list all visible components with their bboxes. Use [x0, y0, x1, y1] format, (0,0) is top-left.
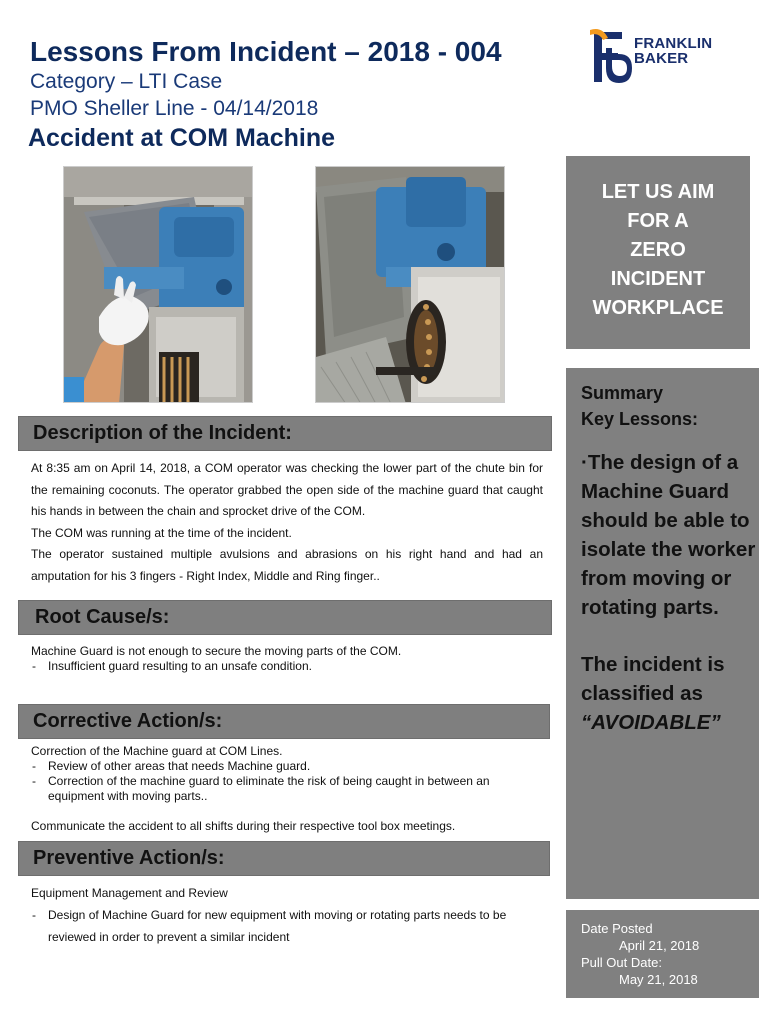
corrective-section-bar — [18, 704, 550, 739]
description-heading: Description of the Incident: — [33, 422, 292, 444]
classification-value: “AVOIDABLE” — [581, 711, 721, 734]
accident-headline: Accident at COM Machine — [28, 124, 335, 152]
slogan-line: FOR A — [627, 210, 689, 232]
corrective-item: - Review of other areas that needs Machine guard. — [31, 759, 543, 774]
preventive-lead: Equipment Management and Review — [31, 886, 228, 900]
root-cause-lead: Machine Guard is not enough to secure the moving parts of the COM. — [31, 644, 402, 658]
franklin-baker-logo — [588, 28, 748, 86]
corrective-closing: Communicate the accident to all shifts during their respective tool box meetings. — [31, 819, 456, 833]
root-cause-text — [31, 644, 543, 674]
classification-text: The incident is classified as — [581, 653, 725, 705]
logo-word-baker: BAKER — [634, 50, 689, 67]
logo-word-franklin: FRANKLIN — [634, 35, 713, 52]
preventive-item: - Design of Machine Guard for new equipment with moving or rotating parts needs to be reviewed in order to prevent a similar incident — [31, 904, 543, 948]
slogan-line: ZERO — [630, 239, 686, 261]
key-lesson-text: The design of a Machine Guard should be able to isolate the worker from moving or rotating parts. — [581, 451, 756, 619]
zero-incident-slogan-box — [566, 156, 750, 349]
corrective-text — [31, 744, 543, 834]
description-paragraph: The COM was running at the time of the incident. — [31, 525, 292, 540]
logo-wordmark — [634, 36, 712, 66]
slogan-line: WORKPLACE — [592, 297, 724, 319]
preventive-heading: Preventive Action/s: — [33, 847, 225, 869]
date-posted-value: April 21, 2018 — [619, 938, 700, 953]
location-date-line: PMO Sheller Line - 04/14/2018 — [30, 97, 319, 120]
description-paragraph: At 8:35 am on April 14, 2018, a COM operator was checking the lower part of the chute bin for the remaining coconuts. The operator grabbed the open side of the machine guard that caught his hands in between the chain and sprocket drive of the COM. — [31, 461, 543, 518]
pull-out-date-label: Pull Out Date: — [581, 955, 662, 970]
summary-heading — [581, 380, 759, 432]
summary-key-lessons-box — [566, 368, 759, 899]
key-lesson — [581, 448, 759, 622]
description-text — [31, 458, 543, 587]
date-posted-label: Date Posted — [581, 921, 653, 936]
photo-com-machine-chain-sprocket — [315, 166, 505, 403]
pull-out-date-value: May 21, 2018 — [619, 972, 698, 987]
category-line: Category – LTI Case — [30, 70, 223, 93]
photo-com-machine-hand-on-guard — [63, 166, 253, 403]
summary-heading-line: Key Lessons: — [581, 409, 699, 429]
fb-logo-mark-icon — [588, 28, 632, 86]
root-cause-section-bar — [18, 600, 552, 635]
root-cause-heading: Root Cause/s: — [35, 606, 170, 628]
preventive-text — [31, 882, 543, 948]
corrective-item: - Correction of the machine guard to eliminate the risk of being caught in between an equipment with moving parts.. — [31, 774, 543, 804]
dates-box — [566, 910, 759, 998]
corrective-heading: Corrective Action/s: — [33, 710, 223, 732]
description-section-bar — [18, 416, 552, 451]
summary-heading-line: Summary — [581, 383, 664, 403]
root-cause-item: - Insufficient guard resulting to an unsafe condition. — [31, 659, 543, 674]
bullet-icon: · — [581, 451, 588, 474]
classification — [581, 650, 759, 737]
page-title: Lessons From Incident – 2018 - 004 — [30, 36, 502, 67]
slogan-line: LET US AIM — [601, 181, 715, 203]
corrective-lead: Correction of the Machine guard at COM Lines. — [31, 744, 283, 758]
slogan-line: INCIDENT — [610, 268, 706, 290]
description-paragraph: The operator sustained multiple avulsions and abrasions on his right hand and had an amputation for his 3 fingers - Right Index, Middle and Ring finger.. — [31, 547, 543, 583]
preventive-section-bar — [18, 841, 550, 876]
